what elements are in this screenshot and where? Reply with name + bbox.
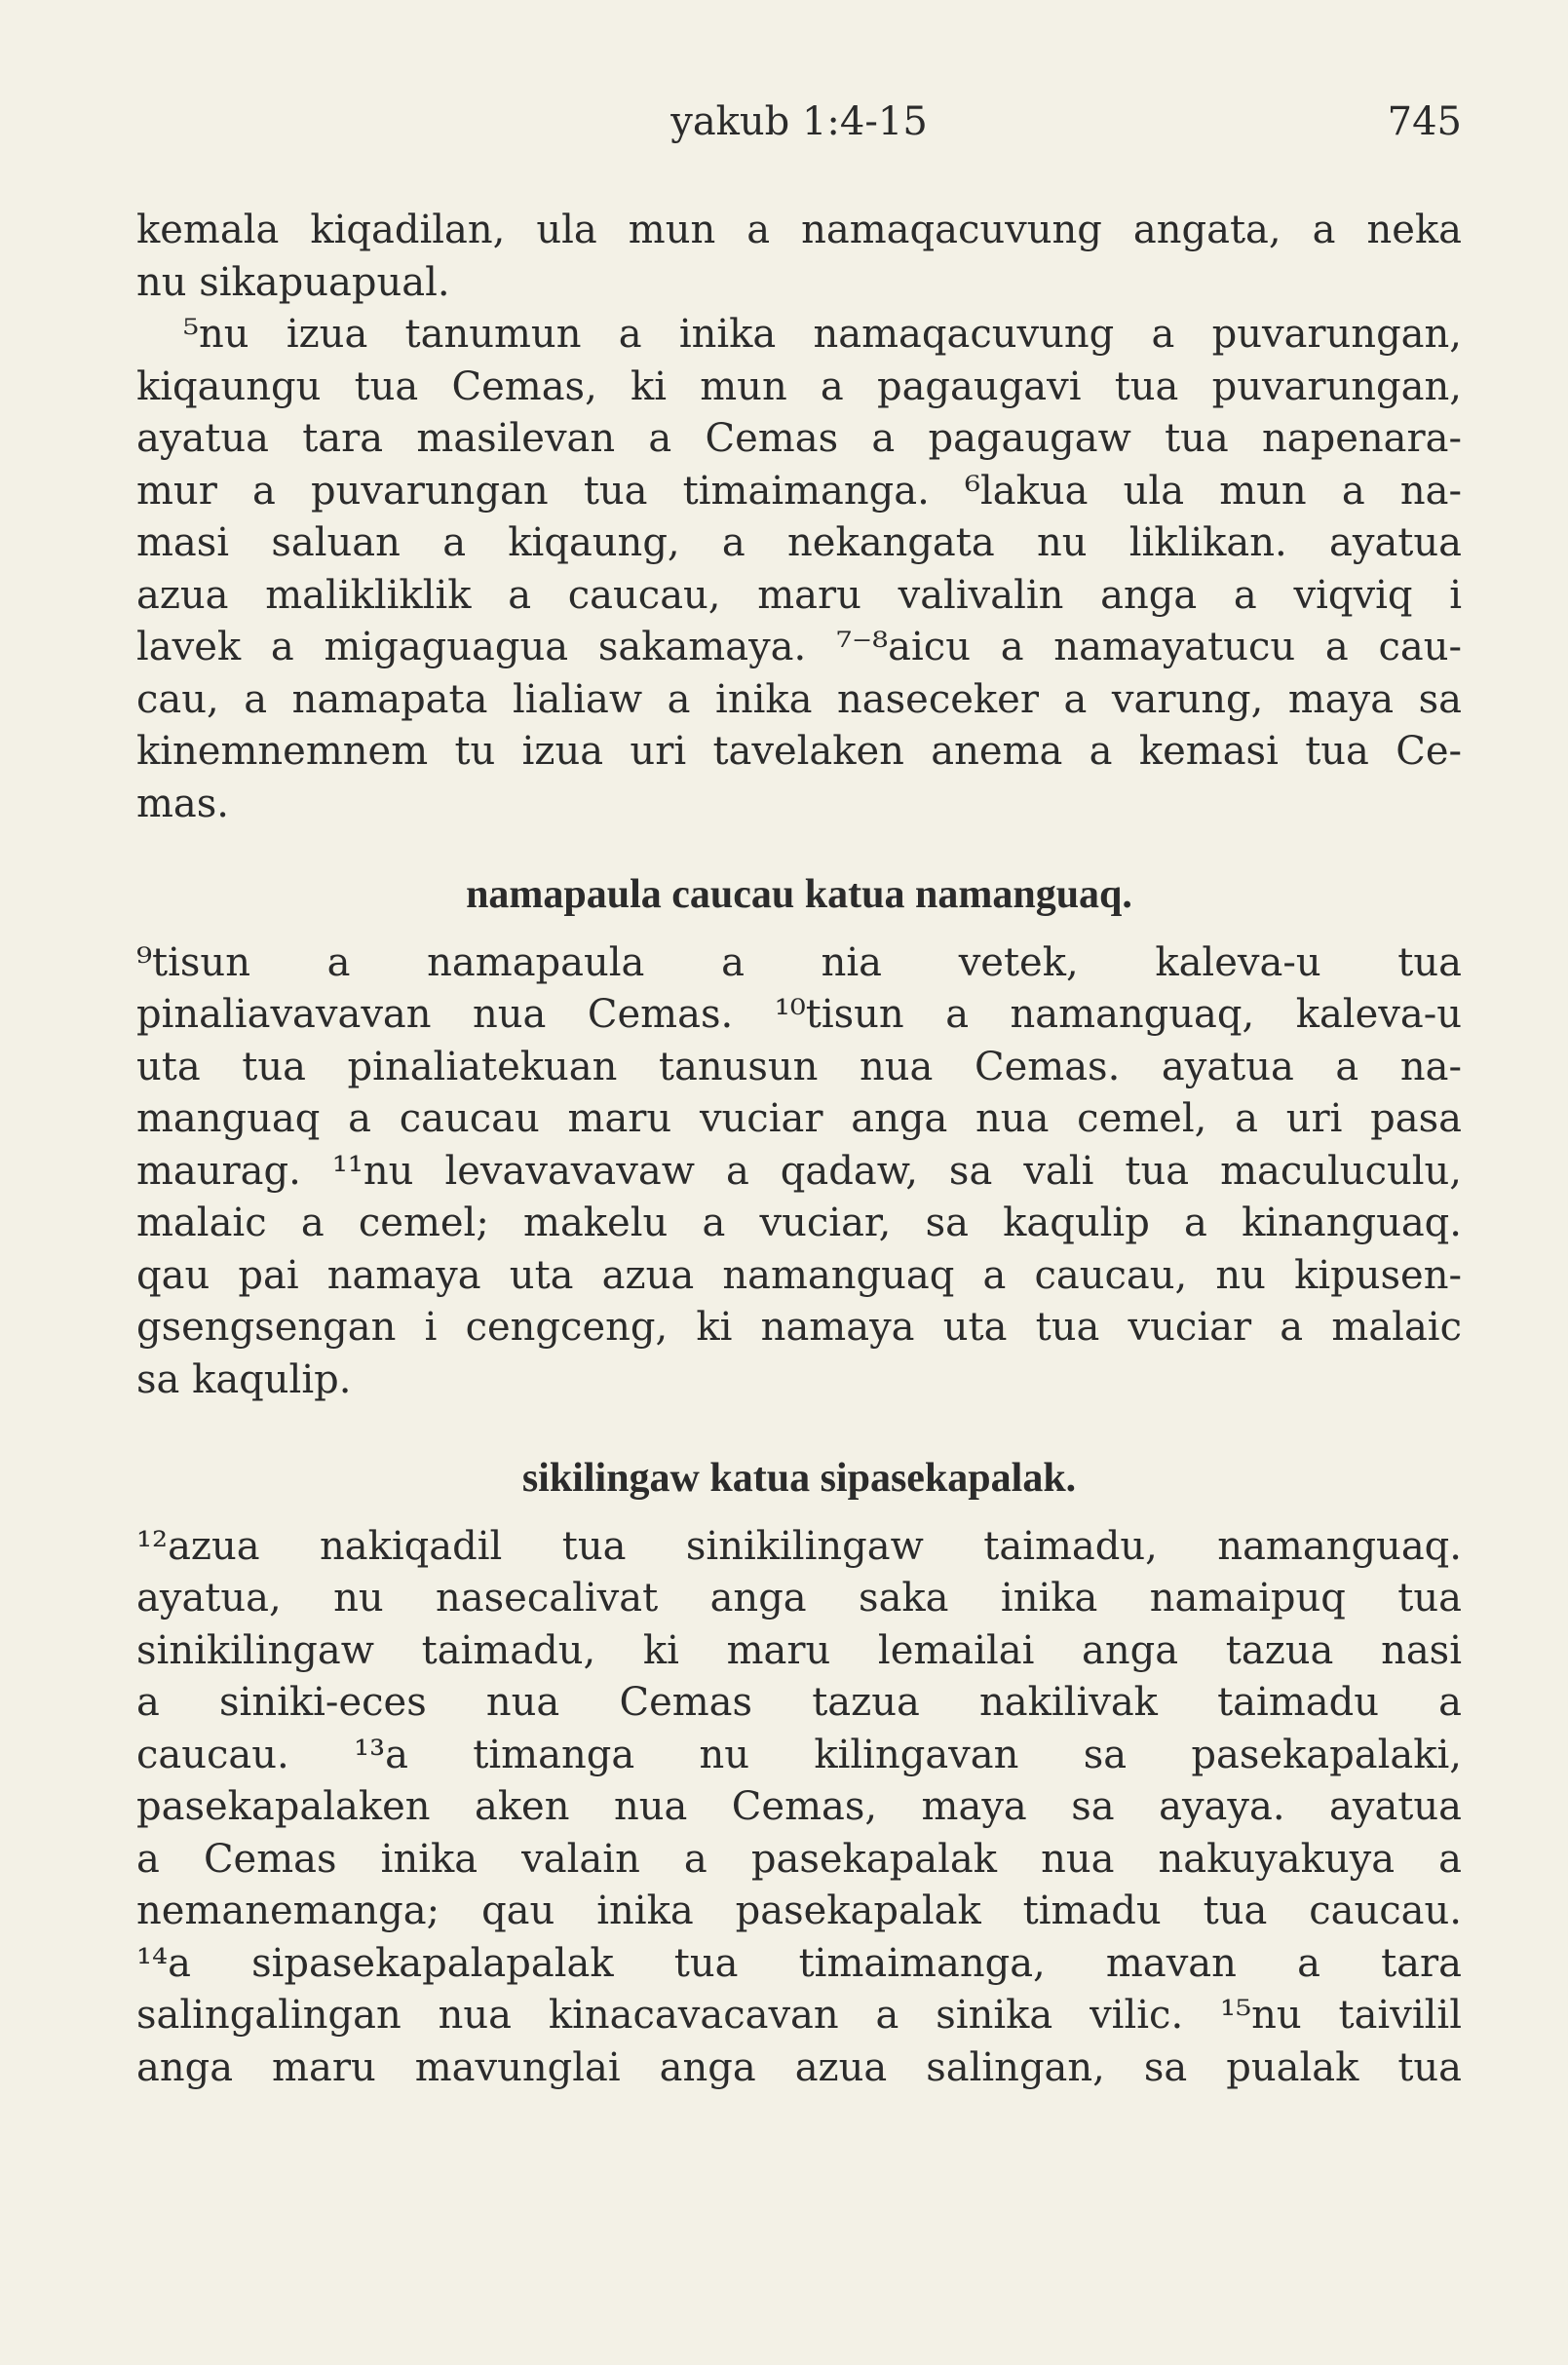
text-line: azua malikliklik a caucau, maru valivalin anga a viqviq i (136, 572, 1462, 618)
text-line: mur a puvarungan tua timaimanga. ⁶lakua ula mun a na- (136, 468, 1462, 514)
page-number: 745 (1387, 99, 1462, 144)
text-line: nu sikapuapual. (136, 259, 450, 305)
text-line: sinikilingaw taimadu, ki maru lemailai anga tazua nasi (136, 1627, 1462, 1673)
text-line: ayatua tara masilevan a Cemas a pagaugaw tua napenara- (136, 416, 1462, 461)
text-line: uta tua pinaliatekuan tanusun nua Cemas. ayatua a na- (136, 1044, 1462, 1089)
text-line: cau, a namapata lialiaw a inika naseceker a varung, maya sa (136, 676, 1462, 722)
text-line: caucau. ¹³a timanga nu kilingavan sa pasekapalaki, (136, 1732, 1462, 1777)
running-head (136, 99, 1462, 158)
text-line: salingalingan nua kinacavacavan a sinika vilic. ¹⁵nu taivilil (136, 1993, 1462, 2038)
text-line: qau pai namaya uta azua namanguaq a caucau, nu kipusen- (136, 1252, 1462, 1298)
text-line: lavek a migaguagua sakamaya. ⁷⁻⁸aicu a namayatucu a cau- (136, 625, 1462, 669)
text-line: ⁹tisun a namapaula a nia vetek, kaleva-u tua (136, 939, 1462, 985)
text-line: ¹²azua nakiqadil tua sinikilingaw taimadu, namanguaq. (136, 1523, 1462, 1569)
text-line: pasekapalaken aken nua Cemas, maya sa ayaya. ayatua (136, 1784, 1462, 1829)
text-line: maurag. ¹¹nu levavavavaw a qadaw, sa vali tua maculuculu, (136, 1148, 1462, 1194)
text-line: malaic a cemel; makelu a vuciar, sa kaqulip a kinanguaq. (136, 1201, 1462, 1245)
text-line: pinaliavavavan nua Cemas. ¹⁰tisun a namanguaq, kaleva-u (136, 992, 1462, 1037)
text-line: ayatua, nu nasecalivat anga saka inika namaipuq tua (136, 1576, 1462, 1621)
text-line: gsengsengan i cengceng, ki namaya uta tua vuciar a malaic (136, 1305, 1462, 1350)
section-1 (136, 205, 1462, 830)
running-head-title: yakub 1:4-15 (670, 99, 928, 144)
text-line: kiqaungu tua Cemas, ki mun a pagaugavi tua puvarungan, (136, 363, 1462, 409)
text-line: a Cemas inika valain a pasekapalak nua nakuyakuya a (136, 1836, 1462, 1882)
text-line: mas. (136, 781, 230, 826)
text-line: kinemnemnem tu izua uri tavelaken anema a kemasi tua Ce- (136, 729, 1462, 774)
text-line: sa kaqulip. (136, 1356, 352, 1402)
section-3 (136, 1453, 1462, 2094)
section-heading: sikilingaw katua sipasekapalak. (521, 1456, 1077, 1501)
text-line: masi saluan a kiqaung, a nekangata nu liklikan. ayatua (136, 520, 1462, 565)
text-line: anga maru mavunglai anga azua salingan, sa pualak tua (136, 2044, 1462, 2090)
section-2 (136, 869, 1462, 1406)
text-line: a siniki-eces nua Cemas tazua nakilivak taimadu a (136, 1680, 1462, 1725)
text-line: kemala kiqadilan, ula mun a namaqacuvung angata, a neka (136, 208, 1462, 252)
body-text (136, 205, 1462, 2094)
text-line: ⁵nu izua tanumun a inika namaqacuvung a puvarungan, (183, 312, 1462, 357)
text-line: manguaq a caucau maru vuciar anga nua cemel, a uri pasa (136, 1096, 1462, 1141)
text-line: nemanemanga; qau inika pasekapalak timadu tua caucau. (136, 1888, 1462, 1933)
section-heading: namapaula caucau katua namanguaq. (466, 872, 1132, 917)
text-line: ¹⁴a sipasekapalapalak tua timaimanga, mavan a tara (136, 1940, 1462, 1986)
